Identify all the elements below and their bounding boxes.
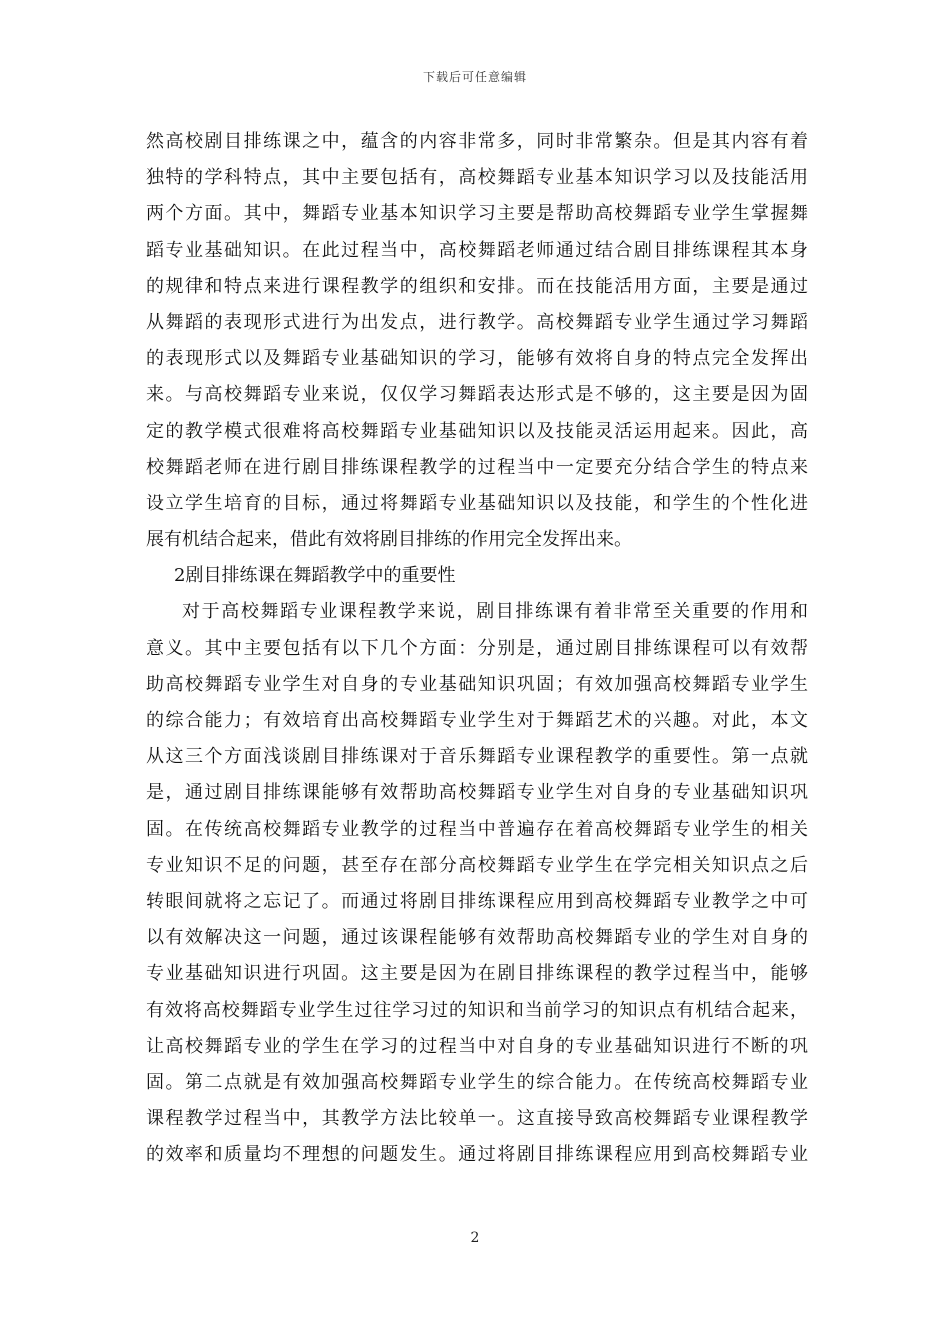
text-line: 蹈专业基础知识。在此过程当中，高校舞蹈老师通过结合剧目排练课程其本身 bbox=[146, 239, 808, 261]
text-line: 校舞蹈老师在进行剧目排练课程教学的过程当中一定要充分结合学生的特点来 bbox=[146, 456, 808, 478]
text-line: 以有效解决这一问题，通过该课程能够有效帮助高校舞蹈专业的学生对自身的 bbox=[146, 927, 808, 949]
text-line: 的效率和质量均不理想的问题发生。通过将剧目排练课程应用到高校舞蹈专业 bbox=[146, 1144, 808, 1166]
text-line: 是，通过剧目排练课能够有效帮助高校舞蹈专业学生对自身的专业基础知识巩 bbox=[146, 782, 808, 804]
page-header: 下载后可任意编辑 bbox=[422, 70, 527, 84]
text-line: 专业知识不足的问题，甚至存在部分高校舞蹈专业学生在学完相关知识点之后 bbox=[146, 854, 808, 876]
text-line: 展有机结合起来，借此有效将剧目排练的作用完全发挥出来。 bbox=[146, 529, 632, 551]
section-heading: 2剧目排练课在舞蹈教学中的重要性 bbox=[174, 565, 456, 587]
text-line: 专业基础知识进行巩固。这主要是因为在剧目排练课程的教学过程当中，能够 bbox=[146, 963, 808, 985]
text-line: 从舞蹈的表现形式进行为出发点，进行教学。高校舞蹈专业学生通过学习舞蹈 bbox=[146, 311, 808, 333]
text-line: 助高校舞蹈专业学生对自身的专业基础知识巩固；有效加强高校舞蹈专业学生 bbox=[146, 673, 808, 695]
text-line: 定的教学模式很难将高校舞蹈专业基础知识以及技能灵活运用起来。因此，高 bbox=[146, 420, 808, 442]
text-line: 的规律和特点来进行课程教学的组织和安排。而在技能活用方面，主要是通过 bbox=[146, 275, 808, 297]
text-line: 设立学生培育的目标，通过将舞蹈专业基础知识以及技能，和学生的个性化进 bbox=[146, 492, 808, 514]
text-line: 意义。其中主要包括有以下几个方面：分别是，通过剧目排练课程可以有效帮 bbox=[146, 637, 808, 659]
text-line: 对于高校舞蹈专业课程教学来说，剧目排练课有着非常至关重要的作用和 bbox=[182, 601, 808, 623]
text-line: 两个方面。其中，舞蹈专业基本知识学习主要是帮助高校舞蹈专业学生掌握舞 bbox=[146, 203, 808, 225]
text-line: 让高校舞蹈专业的学生在学习的过程当中对自身的专业基础知识进行不断的巩 bbox=[146, 1035, 808, 1057]
text-line: 有效将高校舞蹈专业学生过往学习过的知识和当前学习的知识点有机结合起来， bbox=[146, 999, 808, 1021]
text-line: 从这三个方面浅谈剧目排练课对于音乐舞蹈专业课程教学的重要性。第一点就 bbox=[146, 746, 808, 768]
text-line: 课程教学过程当中，其教学方法比较单一。这直接导致高校舞蹈专业课程教学 bbox=[146, 1108, 808, 1130]
text-line: 的综合能力；有效培育出高校舞蹈专业学生对于舞蹈艺术的兴趣。对此，本文 bbox=[146, 710, 808, 731]
text-line: 的表现形式以及舞蹈专业基础知识的学习，能够有效将自身的特点完全发挥出 bbox=[146, 348, 808, 370]
text-line: 然高校剧目排练课之中，蕴含的内容非常多，同时非常繁杂。但是其内容有着 bbox=[146, 131, 808, 152]
text-line: 固。第二点就是有效加强高校舞蹈专业学生的综合能力。在传统高校舞蹈专业 bbox=[146, 1071, 808, 1093]
paragraph-1 bbox=[146, 124, 808, 558]
text-line: 独特的学科特点，其中主要包括有，高校舞蹈专业基本知识学习以及技能活用 bbox=[146, 167, 808, 189]
paragraph-2 bbox=[146, 594, 808, 1173]
page-number: 2 bbox=[470, 1230, 480, 1246]
text-line: 转眼间就将之忘记了。而通过将剧目排练课程应用到高校舞蹈专业教学之中可 bbox=[146, 890, 808, 912]
text-line: 固。在传统高校舞蹈专业教学的过程当中普遍存在着高校舞蹈专业学生的相关 bbox=[146, 818, 808, 840]
text-line: 来。与高校舞蹈专业来说，仅仅学习舞蹈表达形式是不够的，这主要是因为固 bbox=[146, 384, 808, 406]
document-body bbox=[146, 124, 808, 1173]
